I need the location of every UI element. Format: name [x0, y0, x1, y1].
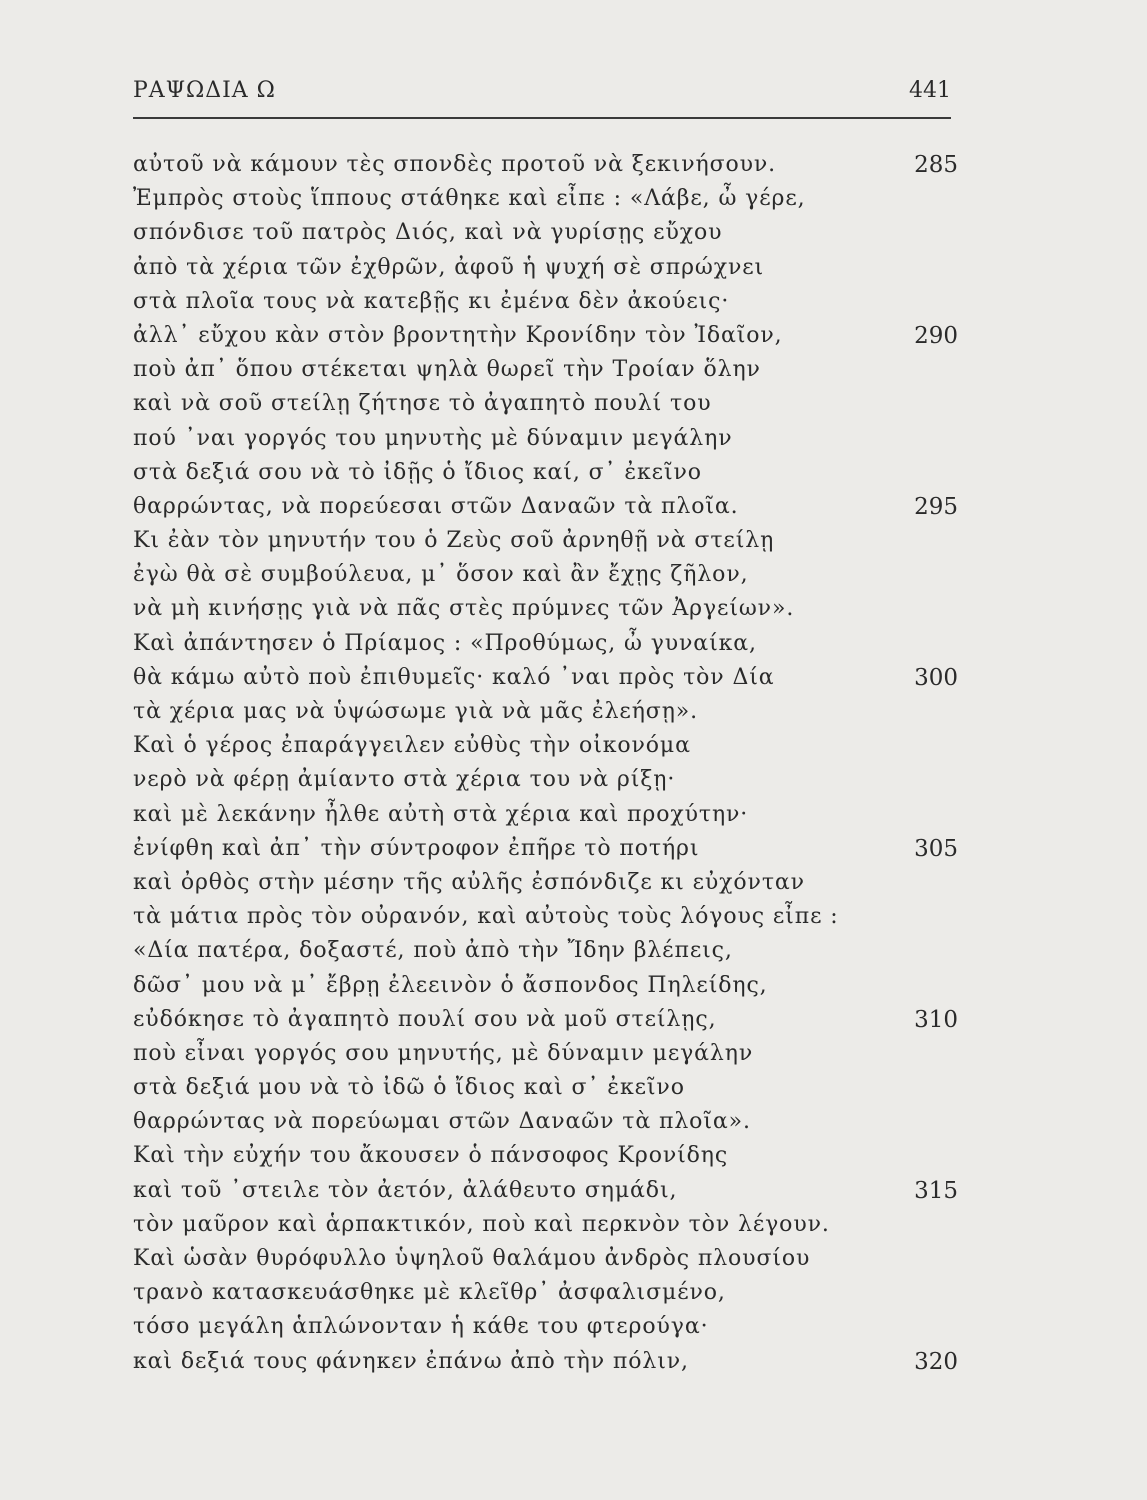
verse-line: [133, 1242, 958, 1276]
verse-text: Καὶ ὡσὰν θυρόφυλλο ὑψηλοῦ θαλάμου ἀνδρὸς πλουσίου: [133, 1246, 811, 1271]
verse-line: [133, 798, 958, 832]
line-number: 295: [914, 493, 958, 520]
verse-line: [133, 627, 958, 661]
line-number: 310: [914, 1006, 958, 1033]
verse-text: στὰ πλοῖα τους νὰ κατεβῇς κι ἐμένα δὲν ἀκούεις·: [133, 288, 730, 314]
verse-text: καὶ τοῦ ᾽στειλε τὸν ἀετόν, ἀλάθευτο σημάδι,: [133, 1177, 678, 1203]
verse-line: [133, 1071, 958, 1105]
verse-line: [133, 900, 958, 934]
verse-text: καὶ ὀρθὸς στὴν μέσην τῆς αὐλῆς ἐσπόνδιζε κι εὐχόνταν: [133, 869, 805, 895]
verse-text: νερὸ νὰ φέρῃ ἀμίαντο στὰ χέρια του νὰ ρίξῃ·: [133, 767, 676, 793]
verse-text: τὸν μαῦρον καὶ ἁρπακτικόν, ποὺ καὶ περκνὸν τὸν λέγουν.: [133, 1211, 830, 1237]
verse-text: τὰ χέρια μας νὰ ὑψώσωμε γιὰ νὰ μᾶς ἐλεήσῃ».: [133, 699, 699, 724]
verse-text: ἐνίφθη καὶ ἀπ᾽ τὴν σύντροφον ἐπῆρε τὸ ποτήρι: [133, 835, 700, 861]
verse-text: στὰ δεξιά μου νὰ τὸ ἰδῶ ὁ ἴδιος καὶ σ᾽ ἐκεῖνο: [133, 1075, 685, 1101]
verse-line: [133, 1139, 958, 1173]
verse-line: [133, 866, 958, 900]
verse-text: ποὺ εἶναι γοργός σου μηνυτής, μὲ δύναμιν μεγάλην: [133, 1040, 754, 1066]
verse-line: [133, 524, 958, 558]
running-header: [133, 78, 951, 114]
verse-text: ἀπὸ τὰ χέρια τῶν ἐχθρῶν, ἀφοῦ ἡ ψυχή σὲ σπρώχνει: [133, 254, 765, 280]
verse-text: Καὶ ὁ γέρος ἐπαράγγειλεν εὐθὺς τὴν οἰκονόμα: [133, 733, 691, 759]
line-number: 320: [914, 1348, 958, 1375]
book-title: ΡΑΨΩΔΙΑ Ω: [133, 78, 276, 103]
verse-text: εὐδόκησε τὸ ἀγαπητὸ πουλί σου νὰ μοῦ στείλῃς,: [133, 1006, 717, 1032]
page-number: 441: [909, 78, 951, 103]
line-number: 305: [914, 835, 958, 862]
verse-line: [133, 969, 958, 1003]
verse-text: Καὶ ἀπάντησεν ὁ Πρίαμος : «Προθύμως, ὦ γυναίκα,: [133, 630, 757, 656]
verse-text: καὶ δεξιά τους φάνηκεν ἐπάνω ἀπὸ τὴν πόλιν,: [133, 1348, 689, 1374]
verse-line: [133, 1310, 958, 1344]
verse-text: δῶσ᾽ μου νὰ μ᾽ ἔβρῃ ἐλεεινὸν ὁ ἄσπονδος Πηλείδης,: [133, 972, 768, 998]
verse-line: [133, 1105, 958, 1139]
verse-line: [133, 1003, 958, 1037]
verse-text: αὐτοῦ νὰ κάμουν τὲς σπονδὲς προτοῦ νὰ ξεκινήσουν.: [133, 152, 777, 177]
verse-text: «Δία πατέρα, δοξαστέ, ποὺ ἀπὸ τὴν Ἴδην βλέπεις,: [133, 938, 733, 964]
verse-text: πού ᾽ναι γοργός του μηνυτὴς μὲ δύναμιν μεγάλην: [133, 425, 733, 451]
verse-text: θαρρώντας, νὰ πορεύεσαι στῶν Δαναῶν τὰ πλοῖα.: [133, 493, 739, 519]
line-number: 290: [914, 322, 958, 349]
verse-text: τρανὸ κατασκευάσθηκε μὲ κλεῖθρ᾽ ἀσφαλισμένο,: [133, 1280, 726, 1306]
verse-line: [133, 661, 958, 695]
verse-line: [133, 353, 958, 387]
verse-text: στὰ δεξιά σου νὰ τὸ ἰδῇς ὁ ἴδιος καί, σ᾽ ἐκεῖνο: [133, 459, 702, 485]
verse-text: νὰ μὴ κινήσῃς γιὰ νὰ πᾶς στὲς πρύμνες τῶν Ἀργείων».: [133, 596, 795, 622]
verse-text: τόσο μεγάλη ἁπλώνονταν ἡ κάθε του φτερούγα·: [133, 1314, 709, 1340]
verse-text: Καὶ τὴν εὐχήν του ἄκουσεν ὁ πάνσοφος Κρονίδης: [133, 1143, 729, 1169]
verse-line: [133, 216, 958, 250]
verse-line: [133, 1345, 958, 1379]
verse-line: [133, 1037, 958, 1071]
line-number: 285: [914, 152, 958, 178]
verse-text: Ἐμπρὸς στοὺς ἵππους στάθηκε καὶ εἶπε : «Λάβε, ὦ γέρε,: [133, 186, 806, 212]
verse-line: [133, 1276, 958, 1310]
verse-line: [133, 763, 958, 797]
verse-text: ἀλλ᾽ εὔχου κὰν στὸν βροντητὴν Κρονίδην τὸν Ἰδαῖον,: [133, 322, 783, 348]
verse-line: [133, 490, 958, 524]
verse-line: [133, 934, 958, 968]
verse-line: [133, 729, 958, 763]
verse-line: [133, 251, 958, 285]
verse-text: θαρρώντας νὰ πορεύωμαι στῶν Δαναῶν τὰ πλοῖα».: [133, 1109, 751, 1135]
verse-text: τὰ μάτια πρὸς τὸν οὐρανόν, καὶ αὐτοὺς τοὺς λόγους εἶπε :: [133, 904, 839, 930]
verse-text: καὶ μὲ λεκάνην ἦλθε αὐτὴ στὰ χέρια καὶ προχύτην·: [133, 801, 749, 827]
line-number: 300: [914, 664, 958, 691]
verse-text: Κι ἐὰν τὸν μηνυτήν του ὁ Ζεὺς σοῦ ἀρνηθῇ νὰ στείλῃ: [133, 528, 775, 554]
verse-line: [133, 456, 958, 490]
verse-text: ποὺ ἀπ᾽ ὅπου στέκεται ψηλὰ θωρεῖ τὴν Τροίαν ὅλην: [133, 357, 761, 383]
verse-line: [133, 592, 958, 626]
verse-line: [133, 695, 958, 729]
verse-line: [133, 1208, 958, 1242]
verse-line: [133, 285, 958, 319]
verse-text: θὰ κάμω αὐτὸ ποὺ ἐπιθυμεῖς· καλό ᾽ναι πρὸς τὸν Δία: [133, 664, 775, 690]
verse-text: ἐγὼ θὰ σὲ συμβούλευα, μ᾽ ὅσον καὶ ἂν ἔχῃς ζῆλον,: [133, 562, 749, 588]
verse-text: σπόνδισε τοῦ πατρὸς Διός, καὶ νὰ γυρίσῃς εὔχου: [133, 220, 723, 246]
verse-line: [133, 422, 958, 456]
verse-list: [133, 148, 958, 1379]
verse-line: [133, 148, 958, 182]
verse-text: καὶ νὰ σοῦ στείλῃ ζήτησε τὸ ἀγαπητὸ πουλί του: [133, 391, 712, 417]
verse-line: [133, 558, 958, 592]
line-number: 315: [914, 1177, 958, 1204]
header-rule: [133, 117, 951, 119]
verse-line: [133, 387, 958, 421]
verse-line: [133, 182, 958, 216]
verse-line: [133, 1174, 958, 1208]
verse-line: [133, 832, 958, 866]
verse-line: [133, 319, 958, 353]
